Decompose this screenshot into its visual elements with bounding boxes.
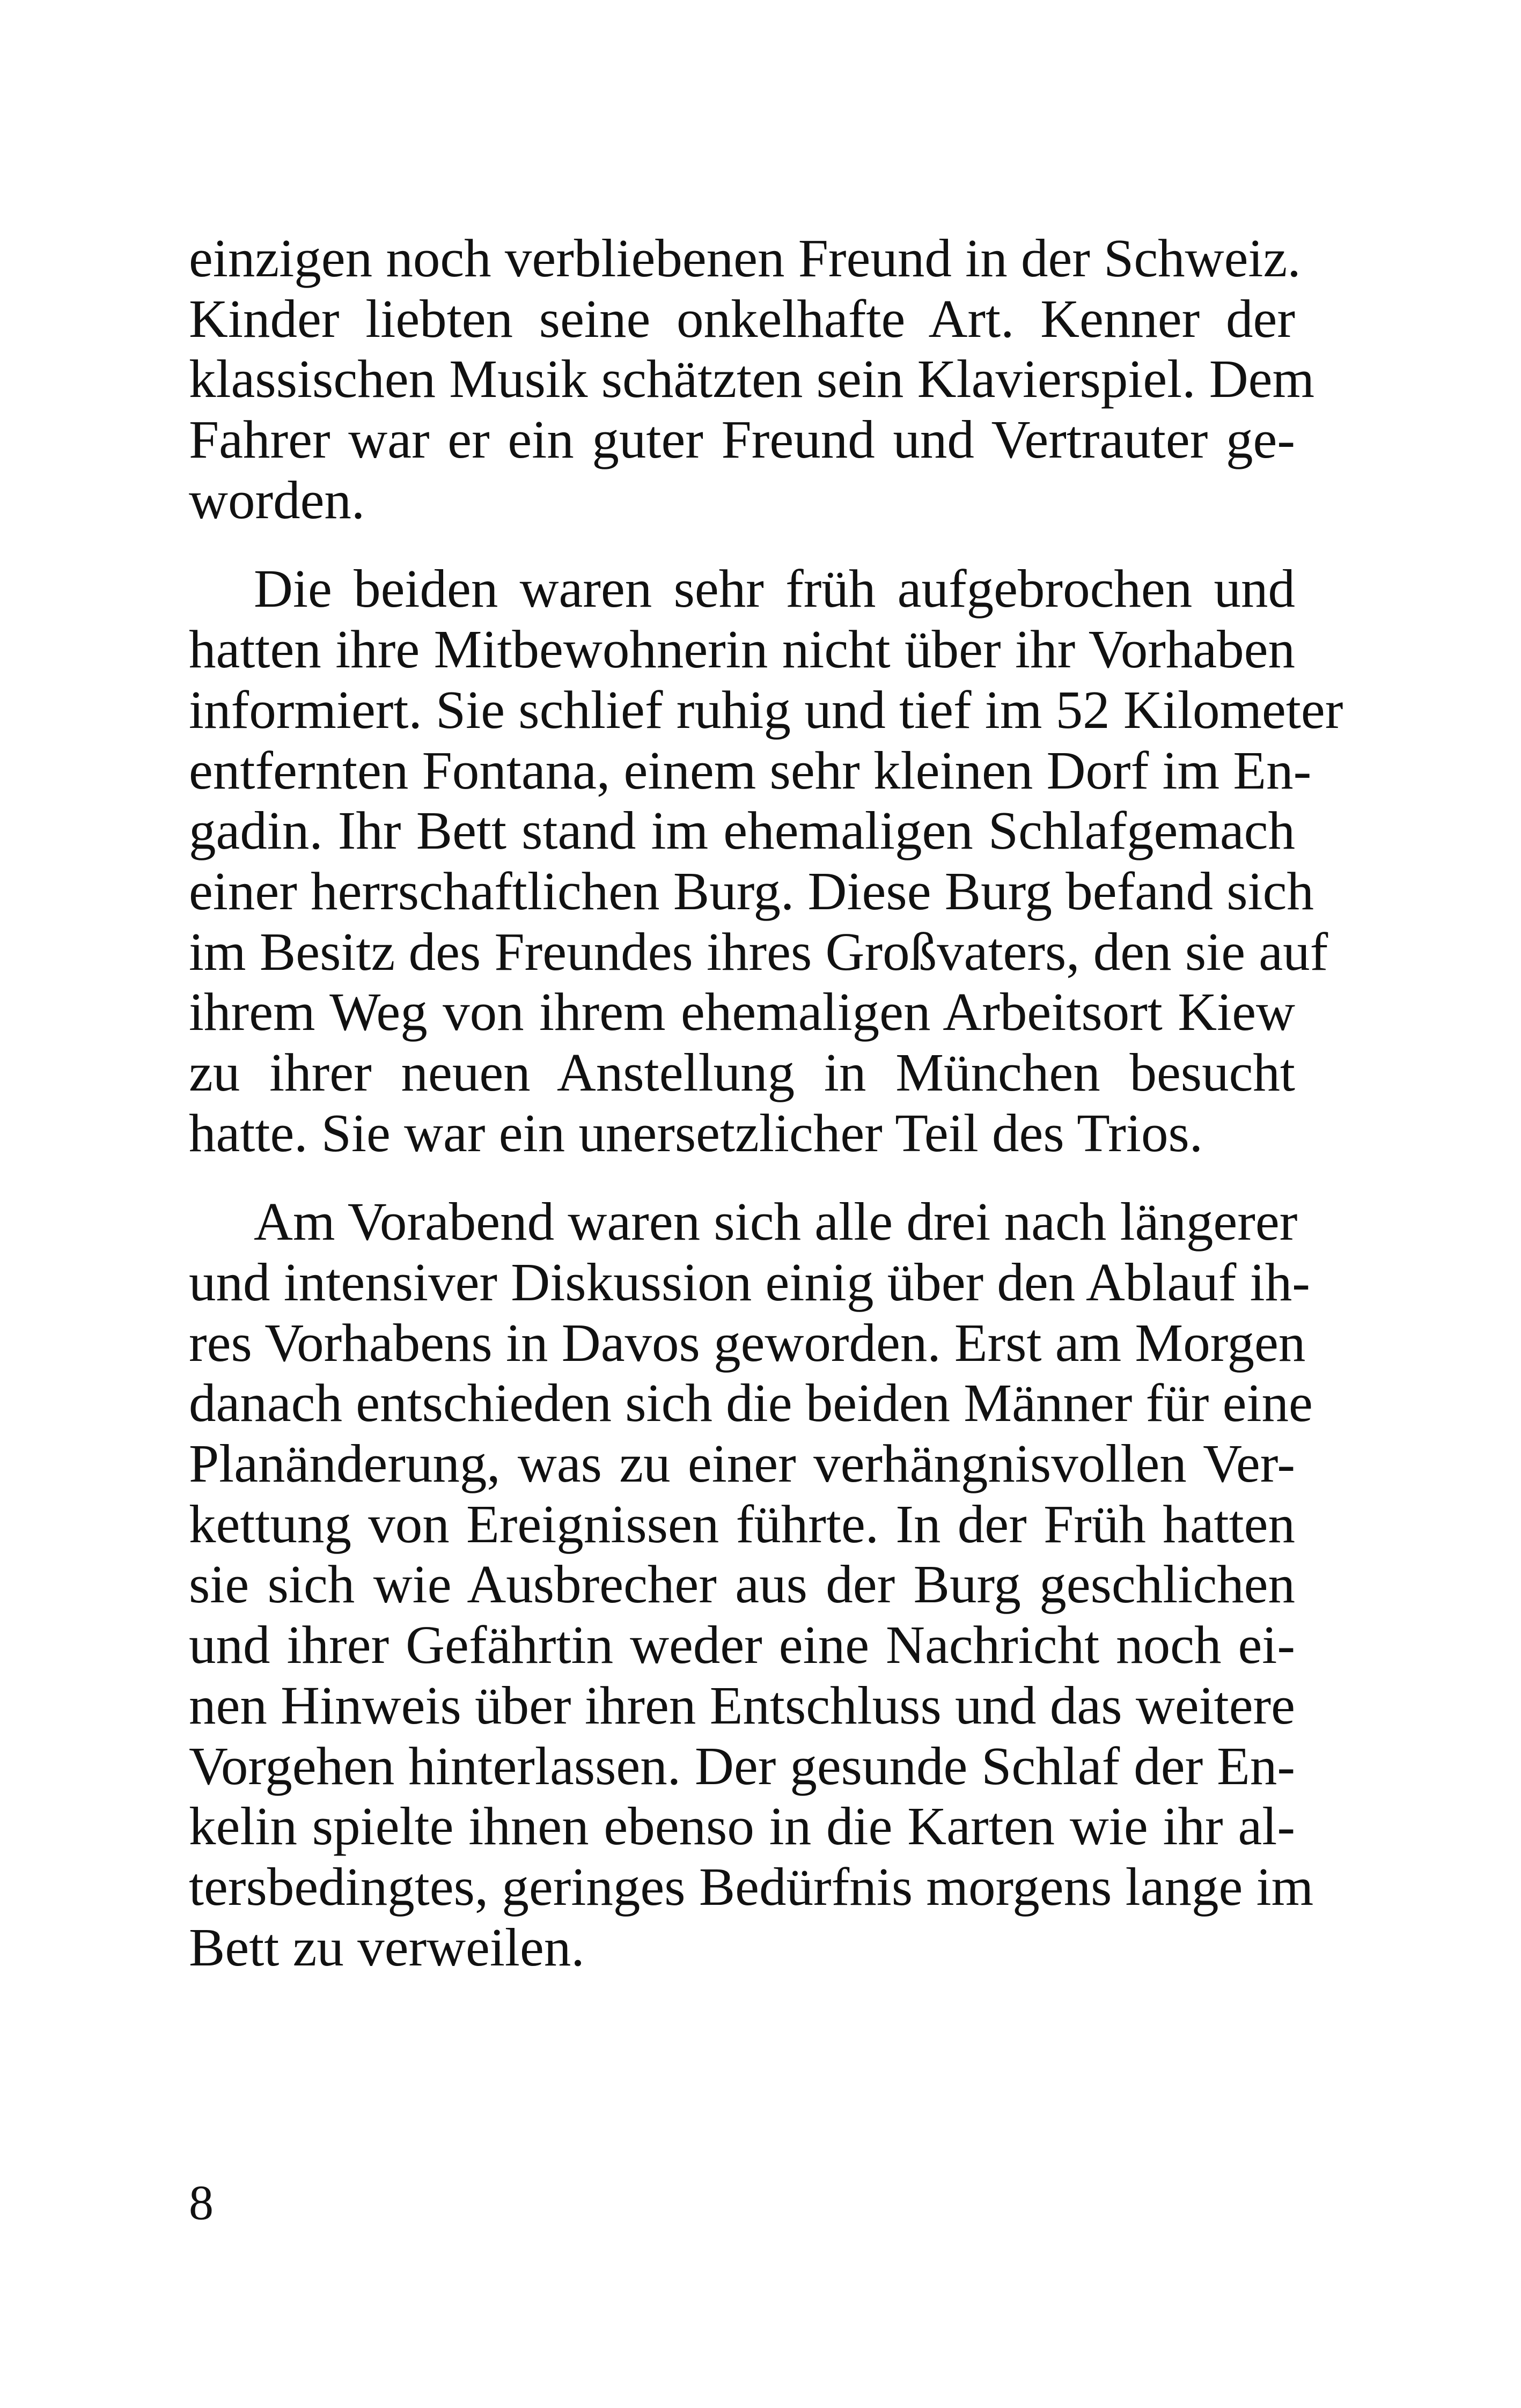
text-line: tersbedingtes, geringes Bedürfnis morgens lange im: [189, 1856, 1314, 1917]
text-line: zu ihrer neuen Anstellung in München besucht: [189, 1042, 1295, 1102]
text-line: nen Hinweis über ihren Entschluss und das weitere: [189, 1675, 1295, 1735]
text-line: sie sich wie Ausbrecher aus der Burg geschlichen: [189, 1554, 1295, 1615]
text-line: und intensiver Diskussion einig über den Ablauf ih-: [189, 1252, 1310, 1312]
text-line: kettung von Ereignissen führte. In der Früh hatten: [189, 1493, 1295, 1554]
text-line: im Besitz des Freundes ihres Großvaters, den sie auf: [189, 921, 1328, 982]
text-line: Kinder liebten seine onkelhafte Art. Kenner der: [189, 288, 1295, 349]
text-line: gadin. Ihr Bett stand im ehemaligen Schlafgemach: [189, 800, 1295, 861]
paragraph: [189, 558, 1343, 1163]
text-line: einzigen noch verbliebenen Freund in der Schweiz.: [189, 228, 1301, 288]
text-line: entfernten Fontana, einem sehr kleinen Dorf im En-: [189, 740, 1312, 800]
text-line: hatten ihre Mitbewohnerin nicht über ihr Vorhaben: [189, 619, 1295, 680]
text-line: klassischen Musik schätzten sein Klavierspiel. Dem: [189, 349, 1315, 409]
paragraph-spacer: [189, 530, 1295, 558]
text-line: hatte. Sie war ein unersetzlicher Teil des Trios.: [189, 1102, 1203, 1163]
text-line: danach entschieden sich die beiden Männer für eine: [189, 1373, 1313, 1433]
text-line: einer herrschaftlichen Burg. Diese Burg befand sich: [189, 860, 1314, 921]
paragraph: [189, 228, 1315, 530]
text-line: Die beiden waren sehr früh aufgebrochen und: [254, 558, 1295, 619]
text-line: Bett zu verweilen.: [189, 1917, 585, 1977]
text-line: res Vorhabens in Davos geworden. Erst am Morgen: [189, 1312, 1306, 1373]
page-number: 8: [189, 2175, 214, 2230]
body-text: [189, 228, 1343, 1977]
text-line: informiert. Sie schlief ruhig und tief im 52 Kilometer: [189, 679, 1343, 740]
paragraph-spacer: [189, 1163, 1295, 1191]
text-line: ihrem Weg von ihrem ehemaligen Arbeitsort Kiew: [189, 982, 1295, 1042]
paragraph: [189, 1191, 1314, 1977]
text-line: Am Vorabend waren sich alle drei nach längerer: [254, 1191, 1298, 1252]
text-line: Vorgehen hinterlassen. Der gesunde Schlaf der En-: [189, 1735, 1295, 1796]
text-line: kelin spielte ihnen ebenso in die Karten wie ihr al-: [189, 1796, 1295, 1857]
text-line: und ihrer Gefährtin weder eine Nachricht noch ei-: [189, 1615, 1295, 1675]
text-line: Fahrer war er ein guter Freund und Vertrauter ge-: [189, 409, 1295, 470]
text-line: worden.: [189, 469, 365, 530]
text-line: Planänderung, was zu einer verhängnisvollen Ver-: [189, 1433, 1295, 1494]
